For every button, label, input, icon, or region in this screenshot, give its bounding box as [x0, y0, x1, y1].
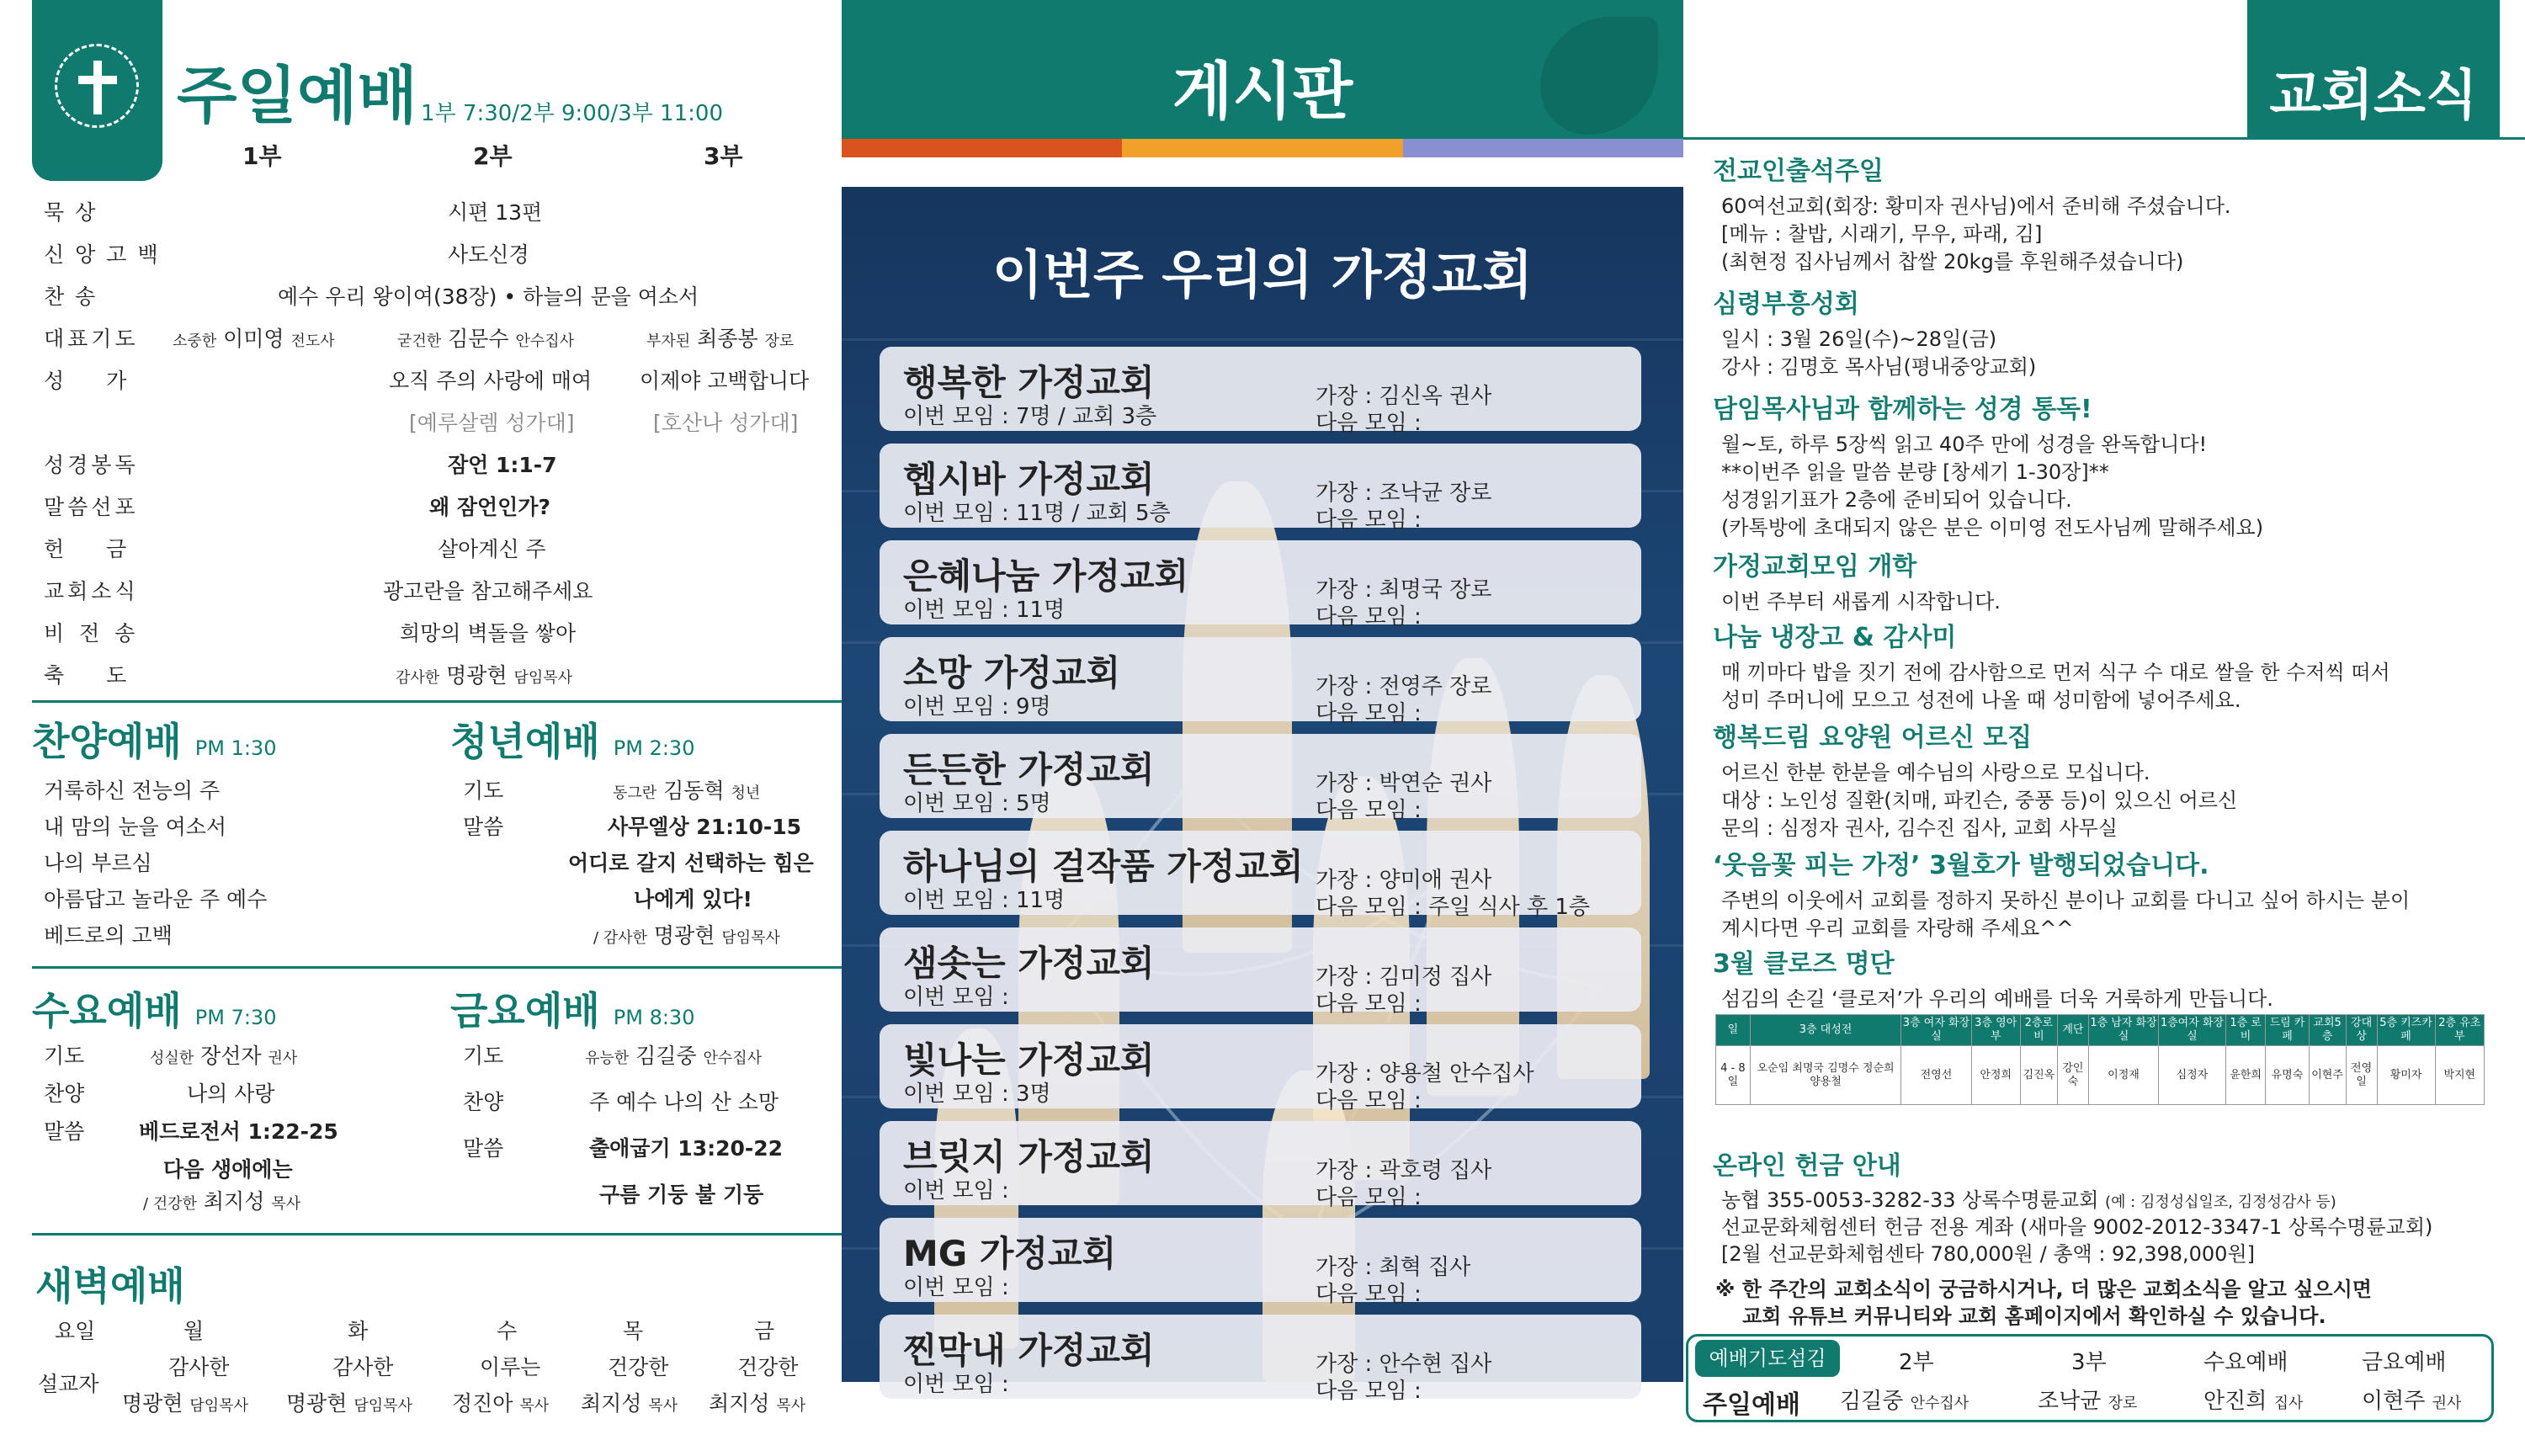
card-meeting: 이번 모임 : 9명	[903, 694, 1051, 720]
close-table-cell: 전영일	[2346, 1046, 2377, 1105]
worship-order-panel	[0, 0, 842, 1456]
youth-preacher: / 감사한 명광현 담임목사	[593, 923, 780, 948]
close-table-header-cell: 드림 카페	[2266, 1015, 2309, 1046]
prayer-col-name: 안진희 집사	[2203, 1389, 2304, 1414]
stripe-purple	[1403, 139, 1683, 157]
news-title: 행복드림 요양원 어르신 모집	[1713, 723, 2033, 752]
order-label: 성가	[44, 369, 169, 393]
prayer-col-head: 2부	[1899, 1350, 1934, 1375]
praise-song: 나의 부르심	[44, 851, 152, 875]
prayer-col-head: 금요예배	[2362, 1350, 2447, 1375]
dawn-day: 수	[497, 1319, 518, 1343]
close-table-cell: 안정희	[1971, 1046, 2020, 1105]
news-line: 계시다면 우리 교회를 자랑해 주세요^^	[1721, 917, 2074, 940]
order-row	[0, 484, 842, 526]
card-meeting: 이번 모임 : 11명 / 교회 5층	[903, 501, 1171, 526]
prayer-service-name: 주일예배	[1703, 1390, 1800, 1420]
wednesday-title: 수요예배 PM 7:30	[32, 988, 277, 1034]
card-name: 든든한 가정교회	[903, 749, 1155, 790]
order-row	[0, 526, 842, 568]
order-value: 잠언 1:1-7	[448, 453, 557, 477]
card-meeting: 이번 모임 : 3명	[903, 1081, 1051, 1107]
card-name: 찐막내 가정교회	[903, 1330, 1155, 1371]
wed-word-label: 말씀	[44, 1119, 85, 1144]
order-label: 묵상	[44, 200, 107, 225]
bless-title: 담임목사	[513, 669, 573, 687]
prayer-pre: 굳건한	[397, 332, 442, 350]
order-value: 왜 잠언인가?	[429, 495, 550, 519]
house-church-card	[880, 444, 1641, 533]
fri-hymn-label: 찬양	[463, 1090, 504, 1114]
divider	[32, 700, 842, 703]
card-next: 다음 모임 :	[1316, 1282, 1422, 1307]
sunday-title: 주일예배	[177, 60, 417, 132]
order-value: 시편 13편	[448, 200, 543, 225]
stripe-orange	[842, 139, 1122, 157]
card-head: 가장 : 박연순 권사	[1316, 771, 1492, 796]
card-next: 다음 모임 :	[1316, 1185, 1422, 1210]
order-label: 찬송	[44, 284, 107, 309]
card-next: 다음 모임 :	[1316, 507, 1422, 533]
board-banner	[842, 0, 1683, 139]
prayer-pre: 부자된	[646, 332, 691, 350]
card-next: 다음 모임 :	[1316, 411, 1422, 436]
youth-pray-label: 기도	[463, 778, 504, 803]
prayer-col-name: 김길중 안수집사	[1840, 1389, 1970, 1414]
close-table-header-cell: 5층 키즈카페	[2377, 1015, 2435, 1046]
dawn-pre: 감사한	[332, 1355, 394, 1379]
close-table-header-cell: 강대상	[2346, 1015, 2377, 1046]
online-line: 선교문화체험센터 헌금 전용 계좌 (새마을 9002-2012-3347-1 상록수명륜교회)	[1721, 1215, 2433, 1239]
card-name: 소망 가정교회	[903, 652, 1121, 693]
card-head: 가장 : 곽호령 집사	[1316, 1158, 1492, 1183]
fri-word-label: 말씀	[463, 1136, 504, 1161]
card-head: 가장 : 양미애 권사	[1316, 868, 1492, 893]
bless-pre: 감사한	[396, 669, 440, 687]
col-3: 3부	[704, 142, 743, 170]
close-table-header-cell: 계단	[2057, 1015, 2088, 1046]
news-title: ‘웃음꽃 피는 가정’ 3월호가 발행되었습니다.	[1713, 851, 2209, 880]
news-title: 담임목사님과 함께하는 성경 통독!	[1713, 395, 2092, 424]
order-value: 살아계신 주	[438, 537, 546, 561]
order-row	[0, 442, 842, 484]
wed-pray-label: 기도	[44, 1044, 85, 1068]
news-line: (카톡방에 초대되지 않은 분은 이미영 전도사님께 말해주세요)	[1721, 516, 2264, 539]
news-title: 전교인출석주일	[1713, 157, 1884, 186]
order-row	[0, 274, 842, 316]
card-meeting: 이번 모임 :	[903, 985, 1009, 1010]
card-name: 헵시바 가정교회	[903, 459, 1155, 500]
news-divider	[1683, 137, 2525, 140]
youth-sermon-2: 나에게 있다!	[634, 887, 752, 911]
news-panel	[1683, 0, 2525, 1456]
close-table-header	[1716, 1015, 2485, 1046]
wed-hymn-label: 찬양	[44, 1081, 85, 1106]
card-meeting: 이번 모임 : 11명	[903, 598, 1066, 623]
close-table-cell: 오순임 최명국 김명수 정순희 양용철	[1750, 1046, 1901, 1105]
order-row	[0, 610, 842, 652]
order-row	[0, 316, 842, 358]
dawn-day: 목	[623, 1319, 644, 1343]
order-value: 광고란을 참고해주세요	[383, 579, 593, 603]
youth-prayer: 동그란 김동혁 청년	[613, 778, 761, 803]
close-table-cell: 이정재	[2088, 1046, 2158, 1105]
card-next: 다음 모임 :	[1316, 798, 1422, 823]
board-panel	[842, 0, 1683, 1456]
close-table-header-cell: 교회5층	[2309, 1015, 2346, 1046]
stripe-yellow	[1122, 139, 1403, 157]
news-header: 교회소식	[2269, 65, 2478, 127]
prayer-col-name: 이현주 권사	[2362, 1389, 2462, 1414]
card-head: 가장 : 최혁 집사	[1316, 1255, 1471, 1280]
youth-word-ref: 사무엘상 21:10-15	[608, 815, 802, 839]
sunday-times: 1부 7:30/2부 9:00/3부 11:00	[421, 101, 723, 126]
news-line: **이번주 읽을 말씀 분량 [창세기 1-30장]**	[1721, 460, 2109, 484]
order-label: 헌금	[44, 537, 169, 561]
news-line: 주변의 이웃에서 교회를 정하지 못하신 분이나 교회를 다니고 싶어 하시는 분이	[1721, 889, 2411, 912]
news-line: 강사 : 김명호 목사님(평내중앙교회)	[1721, 355, 2037, 379]
wed-hymn: 나의 사랑	[187, 1081, 275, 1106]
close-table-cell: 박지현	[2435, 1046, 2484, 1105]
online-line: 농협 355-0053-3282-33 상록수명륜교회 (예 : 김정성십일조, 김정성감사 등)	[1721, 1188, 2336, 1212]
close-table-header-cell: 1층 남자 화장실	[2088, 1015, 2158, 1046]
close-table-header-cell: 3층 영아부	[1971, 1015, 2020, 1046]
news-line: 섬김의 손길 ‘클로저’가 우리의 예배를 더욱 거룩하게 만듭니다.	[1721, 987, 2273, 1011]
card-meeting: 이번 모임 :	[903, 1178, 1009, 1204]
choir-group-2: [호산나 성가대]	[653, 411, 799, 435]
dawn-day-label: 요일	[55, 1319, 96, 1343]
close-table-header-cell: 3층 대성전	[1750, 1015, 1901, 1046]
notice-line: ※ 한 주간의 교회소식이 궁금하시거나, 더 많은 교회소식을 알고 싶으시면	[1715, 1278, 2372, 1301]
prayer-pre: 소중한	[173, 332, 217, 350]
order-value: 사도신경	[448, 242, 529, 267]
prayer-service-box	[1686, 1334, 2494, 1422]
order-label: 말씀선포	[44, 495, 139, 519]
card-name: 행복한 가정교회	[903, 362, 1155, 403]
table-row	[1716, 1046, 2485, 1105]
choir-group-1: [예루살렘 성가대]	[409, 411, 575, 435]
card-head: 가장 : 김신옥 권사	[1316, 384, 1492, 409]
dawn-speaker: 최지성 목사	[581, 1391, 678, 1416]
card-meeting: 이번 모임 : 7명 / 교회 3층	[903, 404, 1157, 429]
notice-line: 교회 유튜브 커뮤니티와 교회 홈페이지에서 확인하실 수 있습니다.	[1742, 1305, 2326, 1328]
dawn-pre: 이루는	[480, 1355, 541, 1379]
dawn-pre: 건강한	[608, 1355, 669, 1379]
order-row	[0, 568, 842, 610]
house-church-card	[880, 347, 1641, 436]
bless-name: 명광현	[446, 663, 508, 688]
house-church-card	[880, 637, 1641, 726]
news-line: 60여선교회(회장: 황미자 권사님)에서 준비해 주셨습니다.	[1721, 194, 2231, 218]
news-line: 어르신 한분 한분을 예수님의 사랑으로 모십니다.	[1721, 761, 2150, 784]
house-church-card	[880, 1315, 1641, 1404]
youth-title: 청년예배 PM 2:30	[450, 719, 695, 764]
card-name: 빛나는 가정교회	[903, 1039, 1155, 1081]
order-label: 성경봉독	[44, 453, 139, 477]
close-table-cell: 유명숙	[2266, 1046, 2309, 1105]
prayer-col-name: 조낙균 장로	[2038, 1389, 2138, 1414]
card-next: 다음 모임 : 주일 식사 후 1층	[1316, 895, 1591, 920]
card-meeting: 이번 모임 :	[903, 1372, 1009, 1397]
prayer-name: 김문수	[448, 327, 509, 351]
divider	[32, 1233, 842, 1235]
praise-song: 베드로의 고백	[44, 923, 173, 948]
close-table-header-cell: 2층로비	[2020, 1015, 2057, 1046]
card-next: 다음 모임 :	[1316, 604, 1422, 630]
col-2: 2부	[473, 142, 513, 170]
praise-title: 찬양예배 PM 1:30	[32, 719, 277, 764]
prayer-name: 최종봉	[697, 327, 758, 351]
prayer-title: 전도사	[290, 332, 335, 350]
order-value: 예수 우리 왕이여(38장) • 하늘의 문을 여소서	[278, 284, 699, 309]
youth-sermon-1: 어디로 갈지 선택하는 힘은	[568, 851, 814, 875]
close-table-header-cell: 1층 로비	[2225, 1015, 2266, 1046]
close-table-header-cell: 3층 여자 화장실	[1901, 1015, 1971, 1046]
card-next: 다음 모임 :	[1316, 701, 1422, 726]
order-label: 신앙고백	[44, 242, 169, 267]
news-tab	[2247, 0, 2500, 139]
dawn-pre: 감사한	[168, 1355, 230, 1379]
online-title: 온라인 헌금 안내	[1713, 1151, 1901, 1181]
news-title: 3월 클로즈 명단	[1713, 949, 1895, 979]
news-line: 매 끼마다 밥을 짓기 전에 감사함으로 먼저 식구 수 대로 쌀을 한 수저씩 떠서	[1721, 661, 2390, 684]
card-name: 은혜나눔 가정교회	[903, 555, 1189, 597]
dawn-day: 금	[754, 1319, 775, 1343]
close-table-cell: 김진옥	[2020, 1046, 2057, 1105]
dawn-day: 월	[183, 1319, 205, 1343]
prayer-title: 장로	[764, 332, 795, 350]
news-title: 나눔 냉장고 & 감사미	[1713, 623, 1957, 652]
prayer-col-head: 3부	[2071, 1350, 2107, 1375]
close-table-header-cell: 1층여자 화장실	[2159, 1015, 2226, 1046]
praise-song: 거룩하신 전능의 주	[44, 778, 221, 803]
wed-preacher: / 건강한 최지성 목사	[143, 1189, 301, 1214]
prayer-name: 이미영	[223, 327, 284, 351]
card-name: MG 가정교회	[903, 1233, 1117, 1274]
choir-row	[0, 400, 842, 442]
dawn-speaker-label: 설교자	[38, 1372, 99, 1396]
card-head: 가장 : 안수현 집사	[1316, 1352, 1492, 1377]
wed-prayer: 성실한 장선자 권사	[150, 1044, 298, 1068]
close-table-cell: 4 - 8일	[1716, 1046, 1751, 1105]
close-table-cell: 윤한희	[2225, 1046, 2266, 1105]
card-head: 가장 : 조낙균 장로	[1316, 481, 1492, 506]
fri-word-ref: 출애굽기 13:20-22	[589, 1136, 784, 1161]
friday-title: 금요예배 PM 8:30	[450, 988, 695, 1034]
house-church-card	[880, 927, 1641, 1017]
card-next: 다음 모임 :	[1316, 991, 1422, 1017]
card-name: 하나님의 걸작품 가정교회	[903, 846, 1304, 887]
card-meeting: 이번 모임 : 11명	[903, 888, 1066, 913]
dawn-speaker: 명광현 담임목사	[286, 1391, 412, 1416]
fri-prayer: 유능한 김길중 안수집사	[585, 1044, 763, 1068]
news-line: 일시 : 3월 26일(수)~28일(금)	[1721, 327, 1997, 351]
order-row	[0, 358, 842, 400]
choir-song-2: 이제야 고백합니다	[640, 369, 810, 393]
order-row	[0, 652, 842, 694]
news-line: 성경읽기표가 2층에 준비되어 있습니다.	[1721, 488, 2072, 512]
news-line: 성미 주머니에 모으고 성전에 나올 때 성미함에 넣어주세요.	[1721, 688, 2241, 712]
close-table	[1715, 1014, 2485, 1105]
card-head: 가장 : 최명국 장로	[1316, 577, 1492, 603]
online-line: [2월 선교문화체험센타 780,000원 / 총액 : 92,398,000원]	[1721, 1242, 2255, 1266]
prayer-service-tag: 예배기도섬김	[1695, 1340, 1840, 1377]
close-table-cell: 심정자	[2159, 1046, 2226, 1105]
card-head: 가장 : 김미정 집사	[1316, 964, 1492, 990]
close-table-cell: 전영선	[1901, 1046, 1971, 1105]
board-title: 이번주 우리의 가정교회	[991, 244, 1534, 306]
card-next: 다음 모임 :	[1316, 1088, 1422, 1113]
card-next: 다음 모임 :	[1316, 1379, 1422, 1404]
dawn-speaker: 정진아 목사	[452, 1391, 550, 1416]
choir-song-1: 오직 주의 사랑에 매여	[389, 369, 593, 393]
house-church-card	[880, 734, 1641, 823]
praise-song: 내 맘의 눈을 여소서	[44, 815, 227, 839]
praise-song: 아름답고 놀라운 주 예수	[44, 887, 268, 911]
fri-pray-label: 기도	[463, 1044, 504, 1068]
fri-hymn: 주 예수 나의 산 소망	[589, 1090, 779, 1114]
order-value: 희망의 벽돌을 쌓아	[400, 621, 577, 646]
order-label: 축도	[44, 663, 169, 688]
youth-word-label: 말씀	[463, 815, 504, 839]
order-label: 대표기도	[44, 327, 139, 351]
cross-badge	[32, 0, 162, 181]
wed-sermon: 다음 생애에는	[163, 1157, 293, 1182]
house-church-card	[880, 1121, 1641, 1210]
card-head: 가장 : 전영주 장로	[1316, 674, 1492, 699]
close-table-cell: 황미자	[2377, 1046, 2435, 1105]
news-line: 이번 주부터 새롭게 시작합니다.	[1721, 590, 2001, 614]
close-table-header-cell: 일	[1716, 1015, 1751, 1046]
prayer-title: 안수집사	[515, 332, 575, 350]
house-church-card	[880, 540, 1641, 630]
news-title: 가정교회모임 개학	[1713, 552, 1917, 582]
order-label: 비전송	[44, 621, 151, 646]
card-head: 가장 : 양용철 안수집사	[1316, 1061, 1534, 1087]
house-church-card	[880, 1024, 1641, 1113]
wed-word-ref: 베드로전서 1:22-25	[139, 1119, 338, 1144]
close-table-header-cell: 2층 유초부	[2435, 1015, 2484, 1046]
col-1: 1부	[242, 142, 282, 170]
prayer-col-head: 수요예배	[2203, 1350, 2288, 1375]
news-line: 대상 : 노인성 질환(치매, 파킨슨, 중풍 등)이 있으신 어르신	[1721, 789, 2238, 812]
news-line: (최현정 집사님께서 찹쌀 20kg를 후원해주셨습니다)	[1721, 250, 2184, 274]
fri-sermon: 구름 기둥 불 기둥	[599, 1182, 764, 1207]
house-church-card	[880, 831, 1641, 920]
card-meeting: 이번 모임 : 5명	[903, 791, 1051, 816]
board-header: 게시판	[1172, 56, 1353, 128]
card-name: 브릿지 가정교회	[903, 1136, 1155, 1177]
divider	[32, 966, 842, 969]
close-table-cell: 강인숙	[2057, 1046, 2088, 1105]
close-table-cell: 이현주	[2309, 1046, 2346, 1105]
order-row	[0, 189, 842, 231]
news-line: 문의 : 심정자 권사, 김수진 집사, 교회 사무실	[1721, 816, 2118, 840]
house-church-card	[880, 1218, 1641, 1307]
board-background	[842, 187, 1683, 1404]
news-line: 월~토, 하루 5장씩 읽고 40주 만에 성경을 완독합니다!	[1721, 433, 2208, 456]
card-meeting: 이번 모임 :	[903, 1275, 1009, 1300]
dawn-title: 새벽예배	[35, 1263, 185, 1309]
order-row	[0, 231, 842, 274]
news-line: [메뉴 : 찰밥, 시래기, 무우, 파래, 김]	[1721, 222, 2043, 246]
dawn-pre: 건강한	[737, 1355, 799, 1379]
order-label: 교회소식	[44, 579, 139, 603]
dawn-day: 화	[348, 1319, 369, 1343]
news-title: 심령부흥성회	[1713, 290, 1859, 319]
dawn-speaker: 명광현 담임목사	[122, 1391, 248, 1416]
dawn-speaker: 최지성 목사	[709, 1391, 806, 1416]
card-name: 샘솟는 가정교회	[903, 943, 1155, 984]
